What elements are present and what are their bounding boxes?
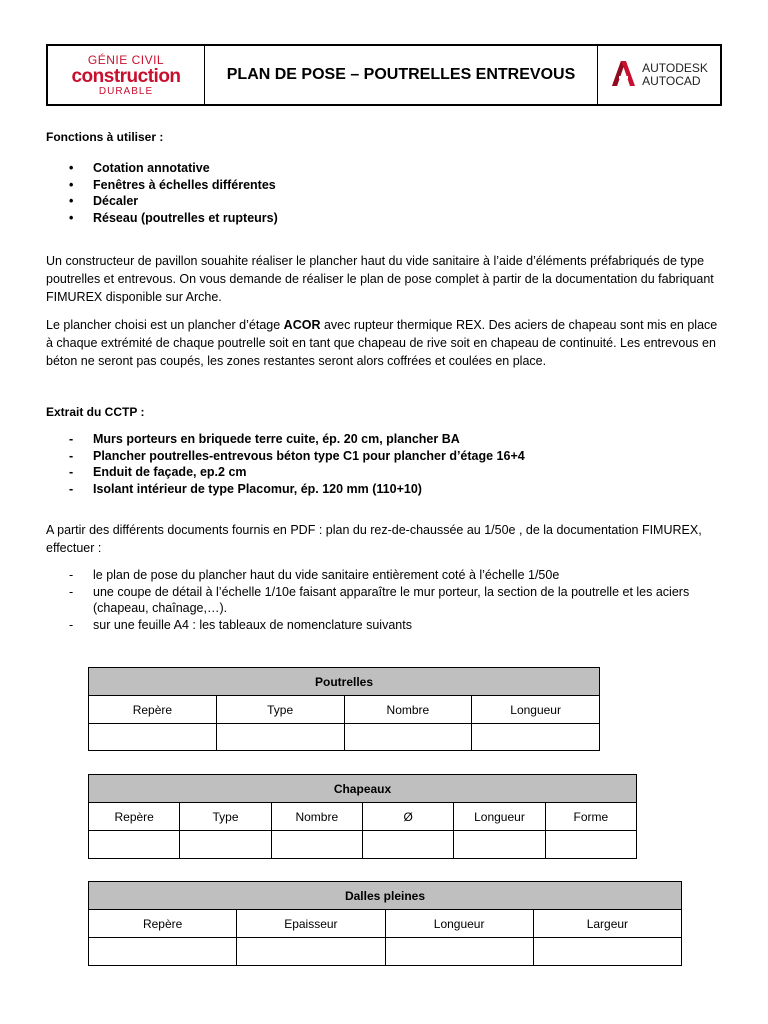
- chapeaux-empty-cell: [362, 831, 453, 859]
- chapeaux-header-longueur: Longueur: [454, 803, 545, 831]
- document-header: [46, 44, 722, 106]
- dalles-header-repere: Repère: [89, 910, 237, 938]
- poutrelles-header-nombre: Nombre: [344, 696, 472, 724]
- poutrelles-header-repere: Repère: [89, 696, 217, 724]
- dalles-header-longueur: Longueur: [385, 910, 533, 938]
- plancher-acor: ACOR: [283, 318, 321, 332]
- cctp-item: - Isolant intérieur de type Placomur, ép. 120 mm (110+10): [93, 481, 722, 498]
- chapeaux-empty-cell: [454, 831, 545, 859]
- poutrelles-empty-cell: [472, 724, 600, 751]
- logo-main-text: construction: [71, 65, 181, 87]
- cctp-item: - Enduit de façade, ep.2 cm: [93, 464, 722, 481]
- autocad-brand-text: [642, 62, 708, 88]
- chapeaux-empty-cell: [180, 831, 271, 859]
- dalles-table-title: Dalles pleines: [89, 882, 682, 910]
- brand-line-autocad: AUTOCAD: [642, 74, 701, 88]
- task-item: - le plan de pose du plancher haut du vide sanitaire entièrement coté à l’échelle 1/50e: [93, 567, 722, 584]
- autocad-brand: [598, 46, 720, 104]
- document-body: [46, 130, 722, 633]
- intro-paragraph: Un constructeur de pavillon souahite réaliser le plancher haut du vide sanitaire à l’aide d’éléments préfabriqués de type poutrelles et entrevous. On vous demande de réaliser le plan de pose complet à partir de la documentation du fabriquant FIMUREX disponible sur Arche.: [46, 254, 714, 304]
- genie-civil-logo: [48, 46, 205, 104]
- cctp-list: [46, 431, 722, 497]
- logo-bottom-text: DURABLE: [98, 85, 154, 97]
- poutrelles-empty-cell: [344, 724, 472, 751]
- task-list: [46, 567, 722, 633]
- function-item: • Réseau (poutrelles et rupteurs): [93, 210, 722, 227]
- dalles-pleines-table: [88, 881, 682, 966]
- cctp-item: - Murs porteurs en briquede terre cuite, ép. 20 cm, plancher BA: [93, 431, 722, 448]
- poutrelles-table-title: Poutrelles: [89, 668, 600, 696]
- chapeaux-header-nombre: Nombre: [271, 803, 362, 831]
- task-item: - une coupe de détail à l’échelle 1/10e faisant apparaître le mur porteur, la section de la poutrelle et les aciers (chapeau, chaînage,…).: [93, 584, 722, 617]
- dalles-empty-cell: [237, 938, 385, 966]
- dalles-empty-cell: [89, 938, 237, 966]
- chapeaux-empty-cell: [271, 831, 362, 859]
- function-item: • Décaler: [93, 193, 722, 210]
- logo-top-text: GÉNIE CIVIL: [87, 52, 165, 67]
- dalles-empty-cell: [385, 938, 533, 966]
- functions-label: Fonctions à utiliser :: [46, 130, 164, 144]
- chapeaux-header-diametre: Ø: [362, 803, 453, 831]
- function-item: • Fenêtres à échelles différentes: [93, 177, 722, 194]
- dalles-empty-cell: [533, 938, 681, 966]
- chapeaux-empty-cell: [545, 831, 636, 859]
- poutrelles-table: [88, 667, 600, 751]
- task-item: - sur une feuille A4 : les tableaux de nomenclature suivants: [93, 617, 722, 634]
- plancher-text-before: Le plancher choisi est un plancher d’étage: [46, 318, 284, 332]
- chapeaux-table-title: Chapeaux: [89, 775, 637, 803]
- page-title: PLAN DE POSE – POUTRELLES ENTREVOUS: [205, 46, 598, 104]
- chapeaux-header-type: Type: [180, 803, 271, 831]
- poutrelles-empty-cell: [89, 724, 217, 751]
- autocad-logo-icon: [610, 59, 636, 92]
- cctp-item: - Plancher poutrelles-entrevous béton type C1 pour plancher d’étage 16+4: [93, 448, 722, 465]
- poutrelles-empty-cell: [216, 724, 344, 751]
- cctp-label: Extrait du CCTP :: [46, 405, 145, 419]
- chapeaux-empty-cell: [89, 831, 180, 859]
- functions-list: [46, 160, 722, 226]
- plancher-text-after: avec rupteur thermique REX. Des aciers de chapeau sont mis en place à chaque extrémité de chaque poutrelle soit en tant que chapeau de rive soit en chapeau de continuité. Les entrevous en béton ne seront pas coupés, les zones restantes seront alors coffrées et coulées en place.: [46, 318, 718, 368]
- function-item: • Cotation annotative: [93, 160, 722, 177]
- dalles-header-epaisseur: Epaisseur: [237, 910, 385, 938]
- dalles-header-largeur: Largeur: [533, 910, 681, 938]
- poutrelles-header-longueur: Longueur: [472, 696, 600, 724]
- poutrelles-header-type: Type: [216, 696, 344, 724]
- task-intro: A partir des différents documents fournis en PDF : plan du rez-de-chaussée au 1/50e , de la documentation FIMUREX, effectuer :: [46, 523, 702, 555]
- brand-line-autodesk: AUTODESK: [642, 61, 708, 75]
- chapeaux-table: [88, 774, 637, 859]
- chapeaux-header-repere: Repère: [89, 803, 180, 831]
- chapeaux-header-forme: Forme: [545, 803, 636, 831]
- plancher-paragraph: [46, 316, 722, 370]
